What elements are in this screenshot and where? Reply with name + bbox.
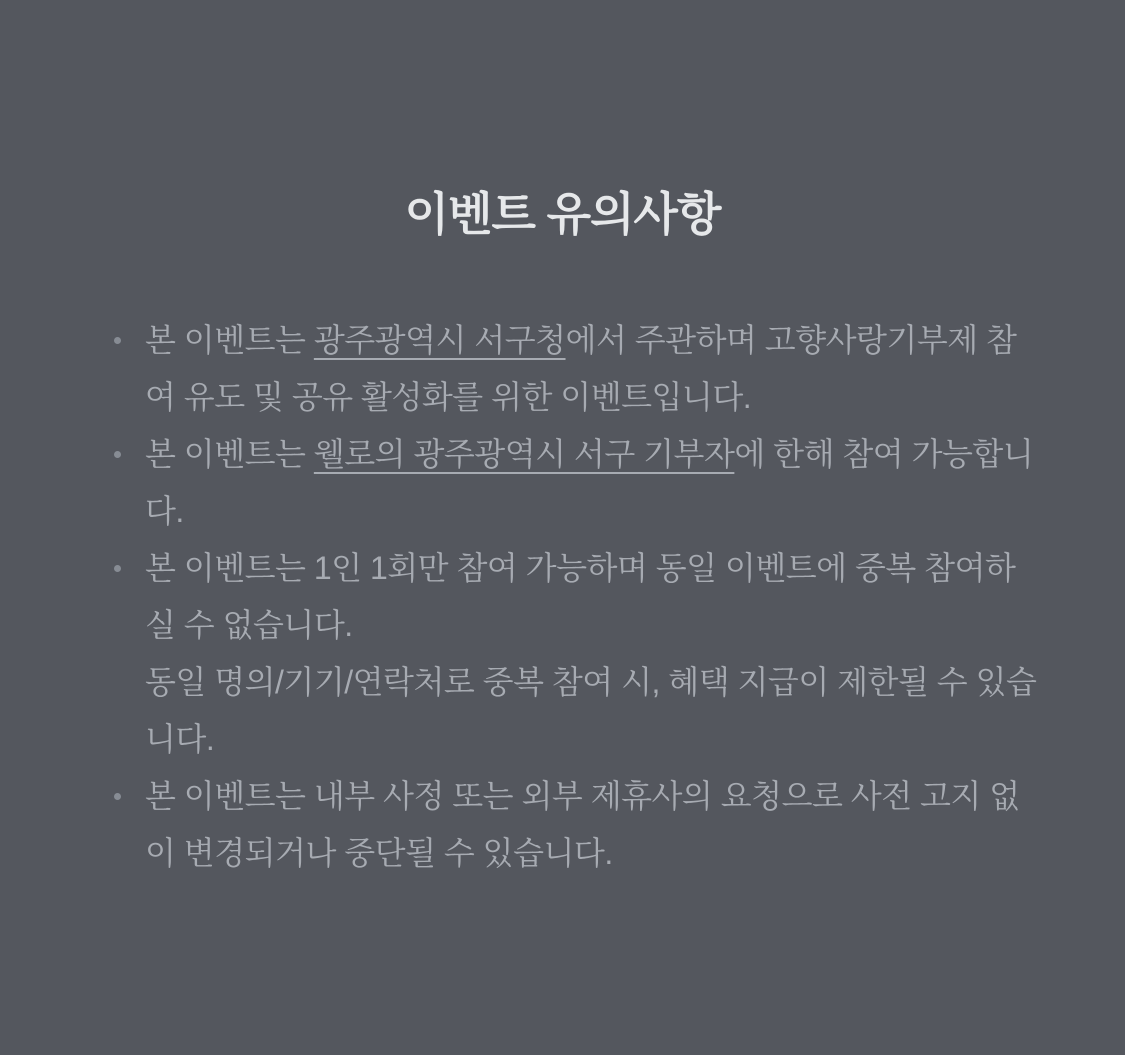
notice-text: 에 한해 참여 가능합니다. <box>145 436 1034 529</box>
notice-item <box>107 768 1045 882</box>
notice-text: 동일 명의/기기/연락처로 중복 참여 시, 혜택 지급이 제한될 수 있습니다. <box>145 664 1037 757</box>
notice-item <box>107 426 1045 540</box>
page-title: 이벤트 유의사항 <box>404 188 721 240</box>
notice-text: 본 이벤트는 내부 사정 또는 외부 제휴사의 요청으로 사전 고지 없이 변경되거나 중단될 수 있습니다. <box>145 778 1020 871</box>
bottom-divider <box>0 1055 1125 1059</box>
underlined-text: 웰로의 광주광역시 서구 기부자 <box>313 436 735 472</box>
notice-list <box>107 312 1045 882</box>
notice-text: 본 이벤트는 1인 1회만 참여 가능하며 동일 이벤트에 중복 참여하실 수 없습니다. <box>145 550 1016 643</box>
notice-item <box>107 540 1045 768</box>
notice-text: 본 이벤트는 <box>145 436 314 472</box>
notice-text: 본 이벤트는 <box>145 322 314 358</box>
notice-text: 에서 주관하며 고향사랑기부제 참여 유도 및 공유 활성화를 위한 이벤트입니다. <box>145 322 1017 415</box>
underlined-text: 광주광역시 서구청 <box>313 322 566 358</box>
notice-item <box>107 312 1045 426</box>
